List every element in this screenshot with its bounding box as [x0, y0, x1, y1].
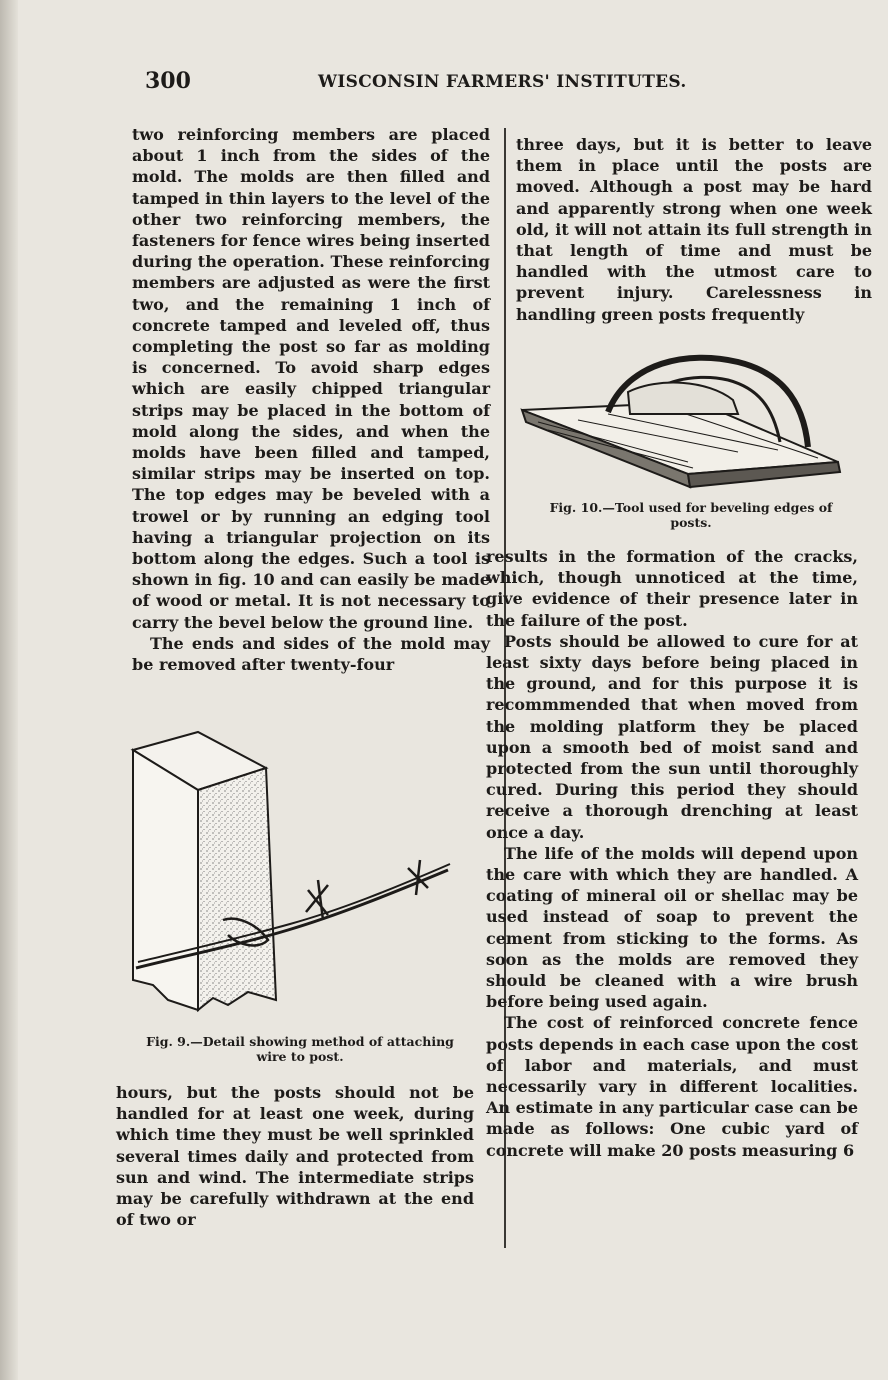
right-paragraph-2: Posts should be allowed to cure for at least sixty days before being placed in the ground, and for this purpose it is recommmended that when moved from the molding platform they be placed upon a smooth bed of moist sand and protected from the sun until thoroughly cured. During this period they should receive a thorough drenching at least once a day. — [486, 631, 858, 842]
right-paragraph-4: The cost of reinforced concrete fence posts depends in each case upon the cost of labor and materials, and must necessarily vary in different localities. An estimate in any particular case can be made as follows: One cubic yard of concrete will make 20 posts measuring 6 — [486, 1013, 858, 1160]
right-paragraph-3: The life of the molds will depend upon the care with which they are handled. A coating of mineral oil or shellac may be used instead of soap to prevent the cement from sticking to the forms. As soon as the molds are removed they should be cleaned with a wire brush before being used again. — [486, 843, 858, 1012]
left-column-top — [132, 124, 490, 675]
fig10-caption: Fig. 10.—Tool used for beveling edges of posts. — [549, 500, 833, 530]
right-column-top — [516, 134, 872, 325]
fig9-post-illustration — [128, 730, 468, 1020]
right-column-bottom — [486, 546, 858, 1161]
right-paragraph-0: three days, but it is better to leave them in place until the posts are moved. Although a post may be hard and apparently strong when one week old, it will not attain its full strength in that length of time and must be handled with the utmost care to prevent injury. Carelessness in handling green posts frequently — [516, 135, 872, 324]
left-paragraph-3: hours, but the posts should not be handled for at least one week, during which time they must be well sprinkled several times daily and protected from sun and wind. The intermediate strips may be carefully withdrawn at the end of two or — [116, 1083, 474, 1230]
fig9-caption: Fig. 9.—Detail showing method of attaching wire to post. — [146, 1034, 454, 1064]
left-paragraph-1: two reinforcing members are placed about 1 inch from the sides of the mold. The molds are then filled and tamped in thin layers to the level of the other two reinforcing members, the fasteners for fence wires being inserted during the operation. These reinforcing members are adjusted as were the first two, and the remaining 1 inch of concrete tamped and leveled off, thus completing the post so far as molding is concerned. To avoid sharp edges which are easily chipped triangular strips may be placed in the bottom of mold along the sides, and when the molds have been filled and tamped, similar strips may be inserted on top. The top edges may be beveled with a trowel or by running an edging tool having a triangular projection on its bottom along the edges. Such a tool is shown in fig. 10 and can easily be made of wood or metal. It is not necessary to carry the bevel below the ground line. — [132, 125, 490, 632]
page-gutter-shadow — [0, 0, 18, 1380]
page-number: 300 — [145, 68, 191, 94]
left-column-bottom — [116, 1082, 474, 1230]
running-head: WISCONSIN FARMERS' INSTITUTES. — [318, 72, 687, 92]
fig10-tool-illustration — [518, 342, 848, 492]
left-paragraph-2: The ends and sides of the mold may be removed after twenty-four — [132, 633, 490, 675]
right-paragraph-1: results in the formation of the cracks, which, though unnoticed at the time, give evidence of their presence later in the failure of the post. — [486, 547, 858, 630]
